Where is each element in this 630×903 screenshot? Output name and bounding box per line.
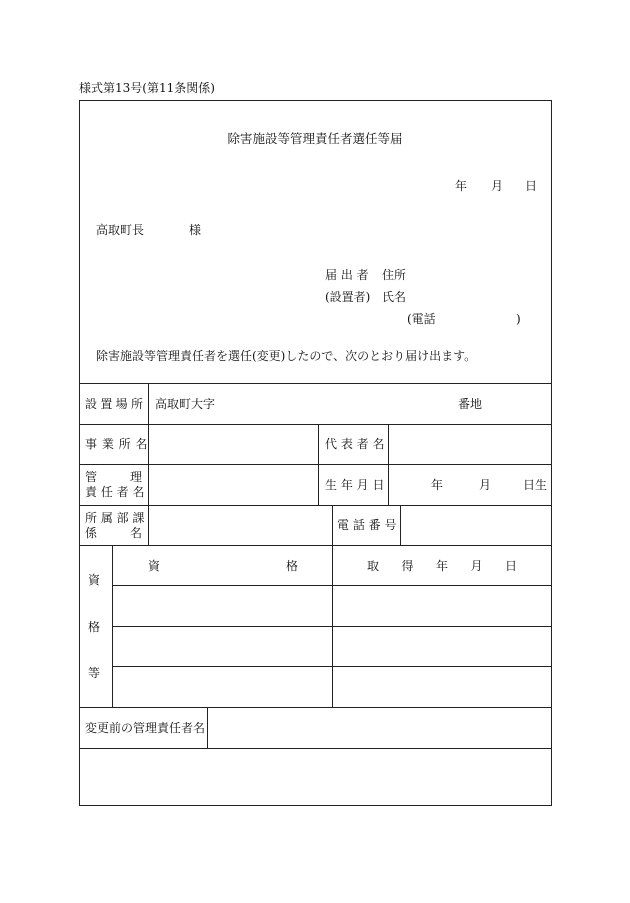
applicant-phone-close: ) <box>516 312 521 326</box>
previous-manager-label: 変更前の管理責任者名 <box>85 721 206 735</box>
qualification-side-label-1: 資 <box>88 573 101 587</box>
date-month-label: 月 <box>491 179 504 193</box>
applicant-phone-open: (電話 <box>407 312 436 326</box>
qualification-header: 資 格 <box>148 559 298 573</box>
birthdate-label: 生 年 月 日 <box>325 478 385 492</box>
location-value: 高取町大字 <box>155 397 216 411</box>
acquired-header: 取 得 年 月 日 <box>367 559 517 573</box>
phone-label: 電 話 番 号 <box>337 518 397 532</box>
qualification-side-label-3: 等 <box>88 666 101 680</box>
birthdate-day: 日生 <box>523 478 548 492</box>
form-number: 様式第13号(第11条関係) <box>79 81 215 95</box>
location-suffix: 番地 <box>458 397 483 411</box>
qualification-side-label-2: 格 <box>88 620 101 634</box>
applicant-name-label: 氏名 <box>382 290 407 304</box>
manager-label-line1: 管 理 <box>85 470 142 484</box>
applicant-address-label: 住所 <box>382 268 407 282</box>
manager-label-line2: 責 任 者 名 <box>85 485 145 499</box>
statement-text: 除害施設等管理責任者を選任(変更)したので、次のとおり届け出ます。 <box>96 349 477 363</box>
addressee-name: 高取町長 <box>96 223 145 237</box>
form-frame <box>79 100 552 806</box>
applicant-label: 届 出 者 <box>325 268 369 282</box>
department-label-line2: 係 名 <box>85 526 142 540</box>
location-label: 設 置 場 所 <box>85 397 143 411</box>
birthdate-month: 月 <box>479 478 492 492</box>
addressee-honorific: 様 <box>189 223 202 237</box>
applicant-sub-label: (設置者) <box>325 290 371 304</box>
department-label-line1: 所 属 部 課 <box>85 511 145 525</box>
date-day-label: 日 <box>525 179 538 193</box>
representative-label: 代 表 者 名 <box>325 437 385 451</box>
form-title: 除害施設等管理責任者選任等届 <box>227 131 403 146</box>
birthdate-year: 年 <box>431 478 444 492</box>
date-year-label: 年 <box>455 179 468 193</box>
office-name-label: 事 業 所 名 <box>85 437 148 451</box>
